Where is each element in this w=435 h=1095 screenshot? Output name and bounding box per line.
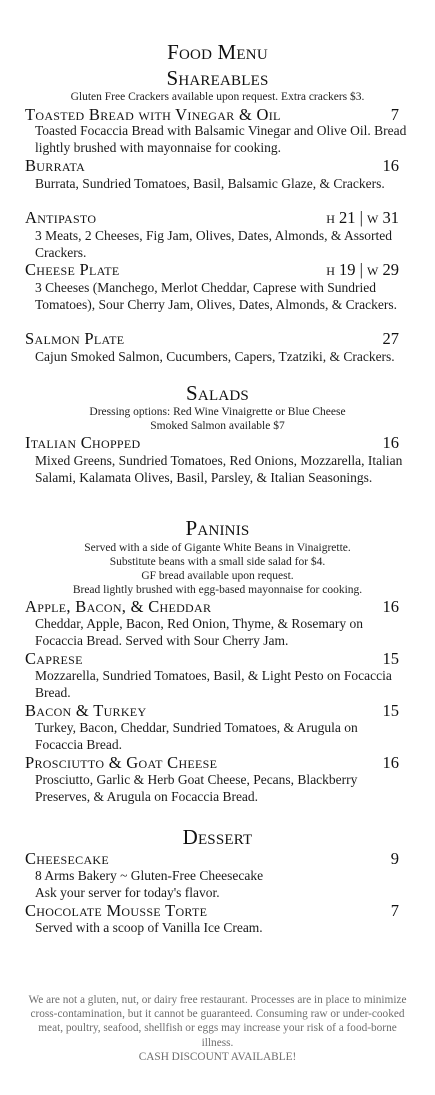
item-name: Caprese <box>25 649 83 668</box>
shareables-note: Gluten Free Crackers available upon request. Extra crackers $3. <box>70 91 365 103</box>
item-description: 3 Cheeses (Manchego, Merlot Cheddar, Caprese with Sundried Tomatoes), Sour Cherry Jam, Olives, Dates, Almonds, & Crackers. <box>35 280 397 313</box>
item-description: Ask your server for today's flavor. <box>35 885 220 900</box>
item-price: 15 <box>382 701 399 720</box>
section-heading-dessert: Dessert <box>182 825 253 849</box>
item-name: Toasted Bread with Vinegar & Oil <box>25 105 281 124</box>
item-description: Burrata, Sundried Tomatoes, Basil, Balsamic Glaze, & Crackers. <box>35 176 385 191</box>
section-heading-paninis: Paninis <box>185 516 250 540</box>
paninis-note: Bread lightly brushed with egg-based mayonnaise for cooking. <box>72 584 363 596</box>
item-name: Apple, Bacon, & Cheddar <box>25 597 212 616</box>
menu-item-salmon-plate <box>25 329 399 349</box>
item-description: Toasted Focaccia Bread with Balsamic Vinegar and Olive Oil. Bread lightly brushed with mayonnaise for cooking. <box>35 123 407 156</box>
item-name: Italian Chopped <box>25 433 141 452</box>
item-name: Burrata <box>25 156 86 175</box>
menu-item-chocolate-mousse-torte <box>25 901 399 921</box>
section-heading-salads: Salads <box>186 381 249 405</box>
item-name: Cheesecake <box>25 849 110 868</box>
item-description: Mozzarella, Sundried Tomatoes, Basil, & Light Pesto on Focaccia Bread. <box>35 668 392 701</box>
item-price: 16 <box>382 433 399 452</box>
menu-item-bacon-turkey <box>25 701 399 721</box>
item-name: Chocolate Mousse Torte <box>25 901 208 920</box>
item-name: Antipasto <box>25 208 97 227</box>
menu-item-apple-bacon-cheddar <box>25 597 399 617</box>
item-price: 16 <box>382 156 399 175</box>
item-name: Bacon & Turkey <box>25 701 147 720</box>
salads-note: Dressing options: Red Wine Vinaigrette or Blue Cheese <box>89 406 346 418</box>
item-description: Prosciutto, Garlic & Herb Goat Cheese, Pecans, Blackberry Preserves, & Arugula on Focaccia Bread. <box>35 772 358 805</box>
item-price: h 21 | w 31 <box>326 208 399 227</box>
item-description: Cajun Smoked Salmon, Cucumbers, Capers, Tzatziki, & Crackers. <box>35 349 395 364</box>
item-price: 16 <box>382 753 399 772</box>
disclaimer-text: We are not a gluten, nut, or dairy free restaurant. Processes are in place to minimize cross-contamination, but it cannot be guaranteed. Consuming raw or under-cooked meat, poultry, seafood, shellfish or eggs may increase your risk of a food-borne illness. <box>28 994 407 1049</box>
menu-item-antipasto <box>25 208 399 228</box>
item-name: Prosciutto & Goat Cheese <box>25 753 218 772</box>
item-description: Cheddar, Apple, Bacon, Red Onion, Thyme, & Rosemary on Focaccia Bread. Served with Sour Cherry Jam. <box>35 616 364 649</box>
item-price: 27 <box>382 329 399 348</box>
item-price: 16 <box>382 597 399 616</box>
item-description: 8 Arms Bakery ~ Gluten-Free Cheesecake <box>35 868 264 883</box>
menu-item-prosciutto-goat-cheese <box>25 753 399 773</box>
item-description: Mixed Greens, Sundried Tomatoes, Red Onions, Mozzarella, Italian Salami, Kalamata Olives, Basil, Parsley, & Italian Seasonings. <box>35 453 403 486</box>
paninis-note: Substitute beans with a small side salad for $4. <box>109 556 326 568</box>
paninis-note: Served with a side of Gigante White Beans in Vinaigrette. <box>84 542 351 554</box>
item-description: Turkey, Bacon, Cheddar, Sundried Tomatoes, & Arugula on Focaccia Bread. <box>35 720 358 753</box>
menu-item-cheesecake <box>25 849 399 869</box>
cash-discount-note: CASH DISCOUNT AVAILABLE! <box>138 1050 297 1063</box>
item-description: 3 Meats, 2 Cheeses, Fig Jam, Olives, Dates, Almonds, & Assorted Crackers. <box>35 228 392 261</box>
item-price: 9 <box>390 849 399 868</box>
item-price: 15 <box>382 649 399 668</box>
item-price: 7 <box>390 105 399 124</box>
item-description: Served with a scoop of Vanilla Ice Cream. <box>35 920 263 935</box>
menu-item-cheese-plate <box>25 260 399 280</box>
menu-title: Food Menu <box>167 40 268 64</box>
item-name: Cheese Plate <box>25 260 120 279</box>
menu-item-italian-chopped <box>25 433 399 453</box>
paninis-note: GF bread available upon request. <box>141 570 294 582</box>
menu-item-burrata <box>25 156 399 176</box>
salads-note: Smoked Salmon available $7 <box>150 420 285 432</box>
item-price: 7 <box>390 901 399 920</box>
allergen-disclaimer <box>25 993 410 1064</box>
item-price: h 19 | w 29 <box>326 260 399 279</box>
item-name: Salmon Plate <box>25 329 125 348</box>
section-heading-shareables: Shareables <box>166 66 269 90</box>
menu-item-caprese <box>25 649 399 669</box>
